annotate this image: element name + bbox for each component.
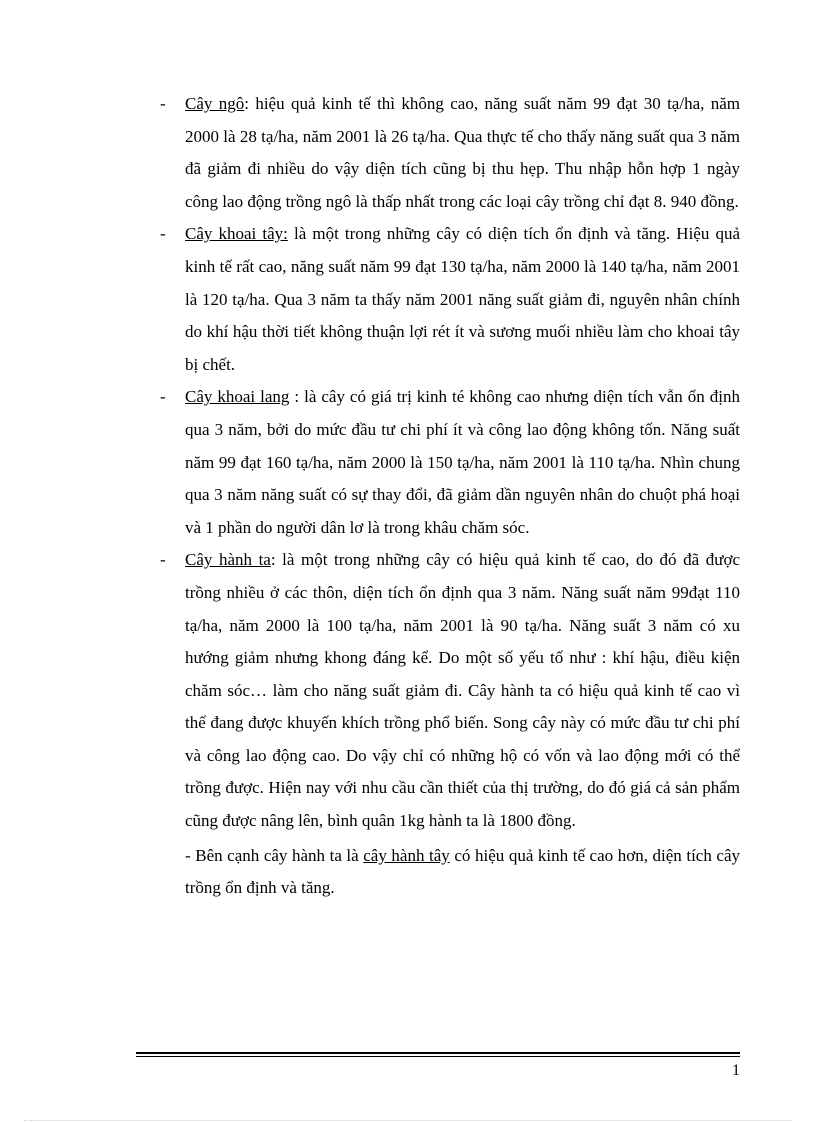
item-term: Cây hành ta	[185, 550, 271, 570]
item-text: là một trong những cây có diện tích ổn định và tăng. Hiệu quả kinh tế rất cao, năng suất năm 99 đạt 130 tạ/ha, năm 2000 là 140 tạ/ha, năm 2001 là 120 tạ/ha. Qua 3 năm ta thấy năm 2001 năng suất giảm đi, nguyên nhân chính do khí hậu thời tiết không thuận lợi rét ít và sương muối nhiều làm cho khoai tây bị chết.	[185, 224, 740, 374]
item-term: Cây khoai lang	[185, 387, 290, 407]
list-bullet: -	[160, 550, 166, 570]
list-item-cay-khoai-lang	[160, 381, 740, 544]
closing-suffix: có hiệu quả kinh tế cao hơn, diện tích cây trồng ổn định và tăng.	[185, 845, 740, 898]
list-item-cay-hanh-ta	[160, 544, 740, 837]
page-number: 1	[732, 1062, 740, 1079]
closing-term: cây hành tây	[363, 845, 450, 865]
list-bullet: -	[160, 94, 166, 113]
item-text: : hiệu quả kinh tế thì không cao, năng suất năm 99 đạt 30 tạ/ha, năm 2000 là 28 tạ/ha, năm 2001 là 26 tạ/ha. Qua thực tế cho thấy năng suất qua 3 năm đã giảm đi nhiều do vậy diện tích cũng bị thu hẹp. Thu nhập hỗn hợp 1 ngày công lao động trồng ngô là thấp nhất trong các loại cây trồng chỉ đạt 8. 940 đồng.	[185, 94, 740, 211]
list-bullet: -	[160, 387, 166, 407]
item-text: : là cây có giá trị kinh té không cao nhưng diện tích vẫn ổn định qua 3 năm, bởi do mức đầu tư chi phí ít và công lao động không tốn. Năng suất năm 99 đạt 160 tạ/ha, năm 2000 là 150 tạ/ha, năm 2001 là 110 tạ/ha. Nhìn chung qua 3 năm năng suất có sự thay đổi, đã giảm dần nguyên nhân do chuột phá hoại và 1 phần do người dân lơ là trong khâu chăm sóc.	[185, 387, 740, 537]
footer-rule-thick	[136, 1052, 740, 1054]
item-term: Cây khoai tây:	[185, 224, 288, 244]
closing-prefix: - Bên cạnh cây hành ta là	[185, 845, 364, 865]
item-text: : là một trong những cây có hiệu quả kinh tế cao, do đó đã được trồng nhiều ở các thôn, diện tích ổn định qua 3 năm. Năng suất năm 99đạt 110 tạ/ha, năm 2000 là 100 tạ/ha, năm 2001 là 90 tạ/ha. Năng suất 3 năm có xu hướng giảm nhưng khong đáng kể. Do một số yếu tố như : khí hậu, điều kiện chăm sóc… làm cho năng suất giảm đi. Cây hành ta có hiệu quả kinh tế cao vì thế đang được khuyến khích trồng phổ biến. Song cây này có mức đầu tư chi phí và công lao động cao. Do vậy chỉ có những hộ có vốn và lao động mới có thể trồng được. Hiện nay với nhu cầu cần thiết của thị trường, do đó giá cả sản phẩm cũng được nâng lên, bình quân 1kg hành ta là 1800 đồng.	[185, 550, 740, 831]
list-item-cay-khoai-tay	[160, 218, 740, 381]
list-bullet: -	[160, 224, 166, 244]
list-item-cay-ngo	[160, 88, 740, 218]
item-term: Cây ngô	[185, 94, 245, 113]
footer-rule-thin	[136, 1056, 740, 1057]
page-bottom-border	[24, 1120, 792, 1121]
page-body	[160, 88, 740, 905]
closing-paragraph	[160, 840, 740, 905]
